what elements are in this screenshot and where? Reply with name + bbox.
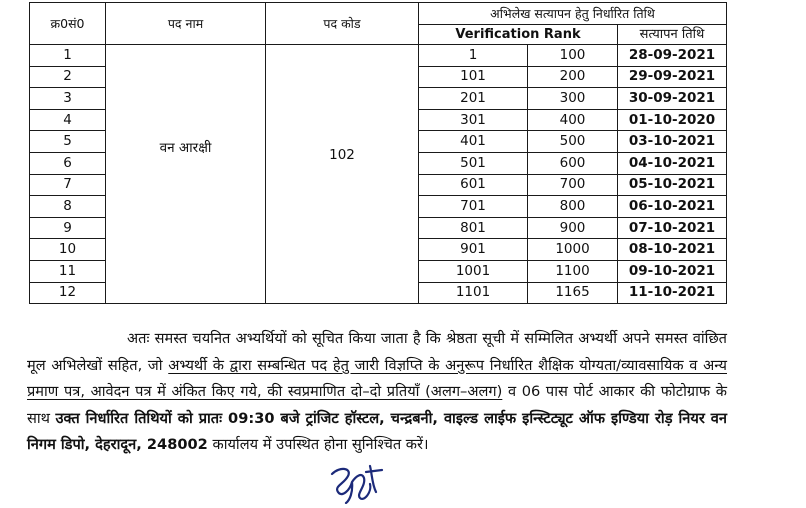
rank-from-cell: 901 <box>419 239 528 261</box>
notice-text-closing: कार्यालय में उपस्थित होना सुनिश्चित करें। <box>207 436 429 453</box>
header-verification-group: अभिलेख सत्यापन हेतु निर्धारित तिथि <box>419 3 727 25</box>
header-post-name: पद नाम <box>106 3 266 45</box>
serial-cell: 5 <box>30 131 106 153</box>
notice-paragraph <box>27 326 727 459</box>
rank-to-cell: 1165 <box>528 282 618 304</box>
header-post-code: पद कोड <box>266 3 419 45</box>
verification-date-cell: 09-10-2021 <box>618 260 727 282</box>
rank-from-cell: 201 <box>419 88 528 110</box>
serial-cell: 1 <box>30 45 106 67</box>
serial-cell: 6 <box>30 152 106 174</box>
rank-to-cell: 1100 <box>528 260 618 282</box>
notice-text-documents: अभ्यर्थी के द्वारा सम्बन्धित पद हेतु जारी विज्ञप्ति के अनुरूप निर्धारित शैक्षिक योग्यता/व्यावसायिक व अन्य प्रमाण पत्र, आवेदन पत्र में अंकित किए गये, की स्वप्रमाणित दो–दो प्रतियाँ (अलग–अलग) <box>27 356 727 400</box>
header-verification-date: सत्यापन तिथि <box>618 25 727 45</box>
rank-from-cell: 101 <box>419 66 528 88</box>
rank-from-cell: 701 <box>419 196 528 218</box>
rank-from-cell: 401 <box>419 131 528 153</box>
table-body <box>30 45 727 304</box>
serial-cell: 7 <box>30 174 106 196</box>
verification-date-cell: 08-10-2021 <box>618 239 727 261</box>
table-row <box>30 45 727 67</box>
header-verification-rank: Verification Rank <box>419 25 618 45</box>
signature-mark <box>326 462 386 504</box>
rank-from-cell: 301 <box>419 109 528 131</box>
rank-from-cell: 1 <box>419 45 528 67</box>
rank-to-cell: 600 <box>528 152 618 174</box>
verification-date-cell: 03-10-2021 <box>618 131 727 153</box>
rank-to-cell: 400 <box>528 109 618 131</box>
verification-date-cell: 01-10-2020 <box>618 109 727 131</box>
signature <box>326 462 386 504</box>
header-row-top <box>30 3 727 25</box>
serial-cell: 3 <box>30 88 106 110</box>
serial-cell: 11 <box>30 260 106 282</box>
rank-to-cell: 800 <box>528 196 618 218</box>
serial-cell: 2 <box>30 66 106 88</box>
rank-to-cell: 100 <box>528 45 618 67</box>
rank-to-cell: 500 <box>528 131 618 153</box>
header-serial: क्र0सं0 <box>30 3 106 45</box>
verification-date-cell: 28-09-2021 <box>618 45 727 67</box>
notice-text-photos: व 06 पास पोर्ट आकार की फोटोग्राफ के साथ <box>27 383 728 427</box>
rank-from-cell: 1101 <box>419 282 528 304</box>
serial-cell: 8 <box>30 196 106 218</box>
serial-cell: 12 <box>30 282 106 304</box>
post-name-cell: वन आरक्षी <box>106 45 266 304</box>
serial-cell: 9 <box>30 217 106 239</box>
verification-date-cell: 07-10-2021 <box>618 217 727 239</box>
notice-text-venue: उक्त निर्धारित तिथियों को प्रातः 09:30 बजे ट्रांजिट हॉस्टल, चन्द्रबनी, वाइल्ड लाईफ इन्स्टिट्यूट ऑफ इण्डिया रोड़ नियर वन निगम डिपो, देहरादून, 248002 <box>27 409 727 453</box>
serial-cell: 10 <box>30 239 106 261</box>
verification-date-cell: 04-10-2021 <box>618 152 727 174</box>
rank-to-cell: 700 <box>528 174 618 196</box>
verification-schedule-table <box>29 2 727 304</box>
post-code-cell: 102 <box>266 45 419 304</box>
serial-cell: 4 <box>30 109 106 131</box>
rank-from-cell: 601 <box>419 174 528 196</box>
rank-to-cell: 1000 <box>528 239 618 261</box>
rank-to-cell: 200 <box>528 66 618 88</box>
rank-to-cell: 300 <box>528 88 618 110</box>
notice-text-intro: अतः समस्त चयनित अभ्यर्थियों को सूचित किया जाता है कि श्रेष्ठता सूची में सम्मिलित अभ्यर्थी अपने समस्त वांछित मूल अभिलेखों सहित, जो <box>27 330 727 374</box>
rank-to-cell: 900 <box>528 217 618 239</box>
verification-date-cell: 06-10-2021 <box>618 196 727 218</box>
rank-from-cell: 1001 <box>419 260 528 282</box>
verification-date-cell: 11-10-2021 <box>618 282 727 304</box>
verification-date-cell: 30-09-2021 <box>618 88 727 110</box>
verification-date-cell: 05-10-2021 <box>618 174 727 196</box>
verification-date-cell: 29-09-2021 <box>618 66 727 88</box>
notice-text <box>27 326 727 459</box>
rank-from-cell: 501 <box>419 152 528 174</box>
rank-from-cell: 801 <box>419 217 528 239</box>
